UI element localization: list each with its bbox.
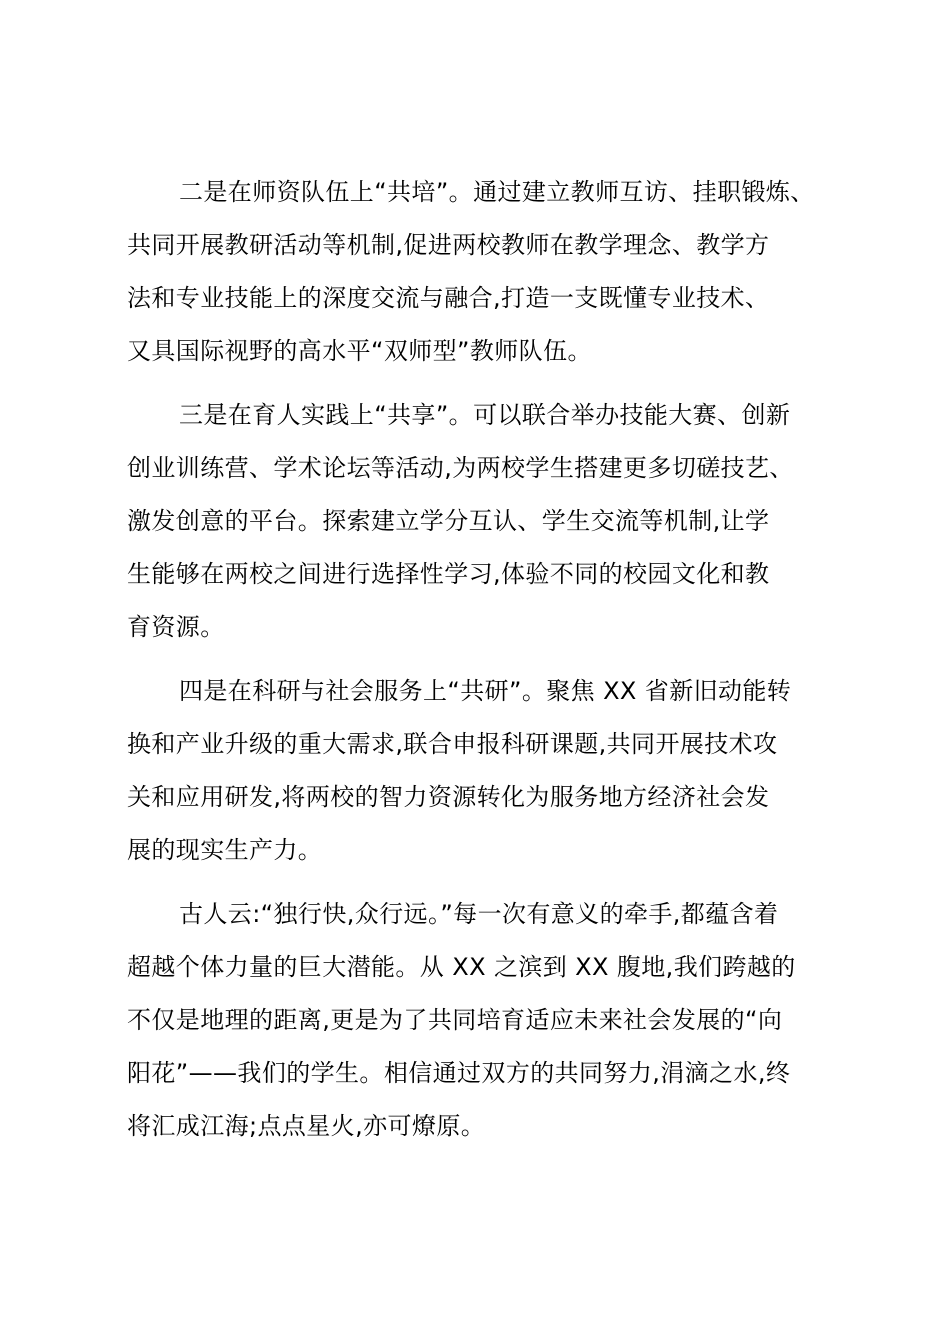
- text-line: 共同开展教研活动等机制,促进两校教师在教学理念、教学方: [127, 231, 770, 259]
- body-text: [127, 166, 827, 1164]
- text-line: 阳花”——我们的学生。相信通过双方的共同努力,涓滴之水,终: [127, 1059, 791, 1087]
- text-line: 古人云:“独行快,众行远。”每一次有意义的牵手,都蕴含着: [179, 900, 779, 928]
- paragraph-teacher-training: [127, 166, 827, 378]
- paragraph-research-service: [127, 665, 827, 877]
- text-line: 生能够在两校之间进行选择性学习,体验不同的校园文化和教: [127, 560, 770, 588]
- text-line: 二是在师资队伍上“共培”。通过建立教师互访、挂职锻炼、: [179, 178, 815, 206]
- text-line: 展的现实生产力。: [127, 836, 323, 864]
- text-line: 不仅是地理的距离,更是为了共同培育适应未来社会发展的“向: [127, 1006, 783, 1034]
- text-line: 四是在科研与社会服务上“共研”。聚焦 XX 省新旧动能转: [179, 677, 792, 705]
- text-line: 将汇成江海;点点星火,亦可燎原。: [127, 1112, 486, 1140]
- text-line: 超越个体力量的巨大潜能。从 XX 之滨到 XX 腹地,我们跨越的: [127, 953, 796, 981]
- text-line: 三是在育人实践上“共享”。可以联合举办技能大赛、创新: [179, 401, 791, 429]
- text-line: 创业训练营、学术论坛等活动,为两校学生搭建更多切磋技艺、: [127, 454, 794, 482]
- text-line: 又具国际视野的高水平“双师型”教师队伍。: [127, 337, 592, 365]
- text-line: 育资源。: [127, 613, 225, 641]
- paragraph-conclusion: [127, 888, 827, 1153]
- paragraph-education-practice: [127, 389, 827, 654]
- text-line: 激发创意的平台。探索建立学分互认、学生交流等机制,让学: [127, 507, 770, 535]
- text-line: 法和专业技能上的深度交流与融合,打造一支既懂专业技术、: [127, 284, 770, 312]
- text-line: 关和应用研发,将两校的智力资源转化为服务地方经济社会发: [127, 783, 770, 811]
- text-line: 换和产业升级的重大需求,联合申报科研课题,共同开展技术攻: [127, 730, 778, 758]
